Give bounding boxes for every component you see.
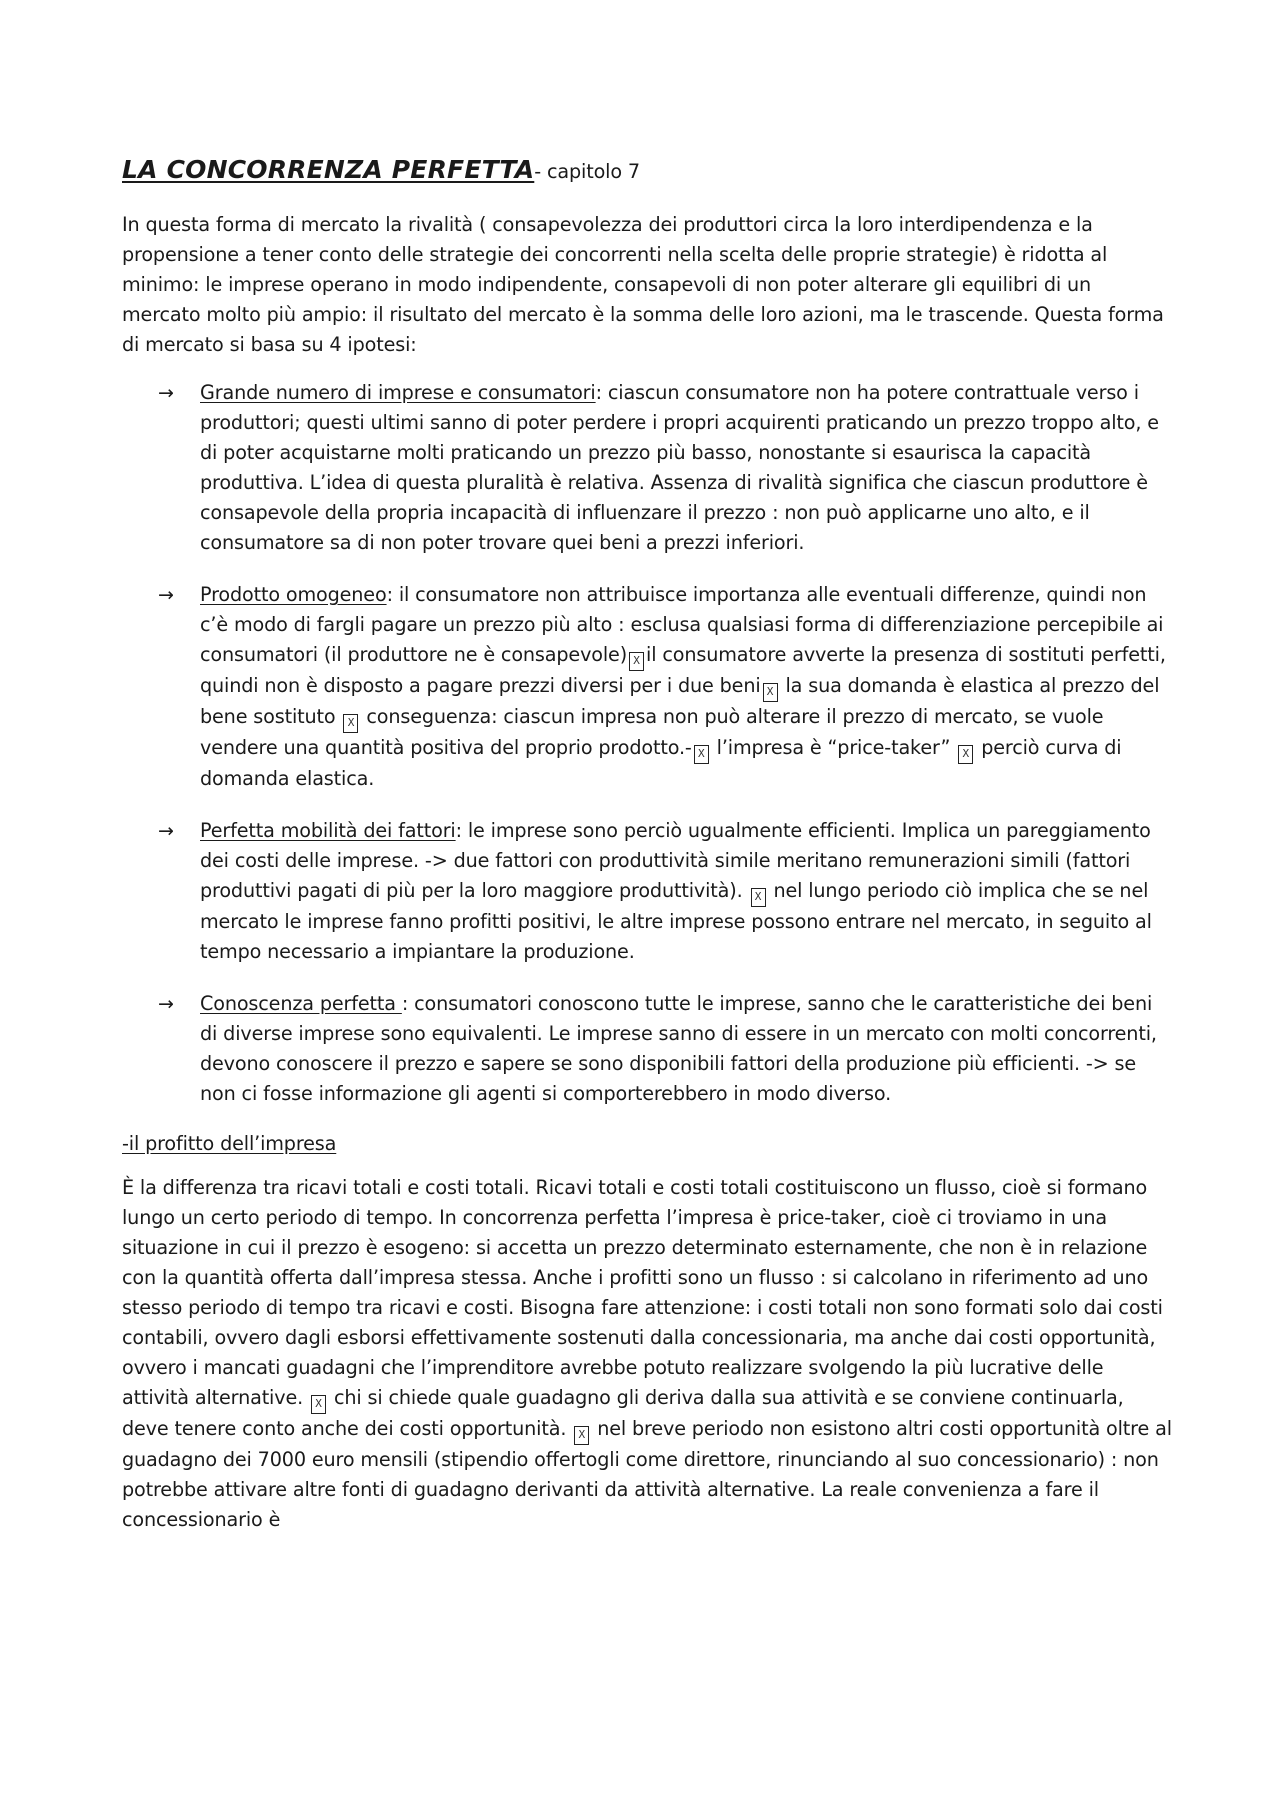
hypothesis-heading: Conoscenza perfetta [200, 992, 402, 1015]
hypothesis-text: : ciascun consumatore non ha potere contrattuale verso i produttori; questi ultimi sanno di poter perdere i propri acquirenti praticando un prezzo troppo alto, e di poter acquistarne molti praticando un prezzo più basso, nonostante si esaurisca la capacità produttiva. L’idea di questa pluralità è relativa. Assenza di rivalità significa che ciascun produttore è consapevole della propria incapacità di influenzare il prezzo : non può applicarne uno alto, e il consumatore sa di non poter trovare quei beni a prezzi inferiori. [200, 381, 1159, 554]
hypothesis-text: perciò curva di domanda elastica. [200, 736, 1122, 790]
arrow-bullet-icon: → [158, 584, 174, 606]
paragraph-text: chi si chiede quale guadagno gli deriva dalla sua attività e se conviene continuarla, deve tenere conto anche dei costi opportunità. [122, 1386, 1124, 1440]
hypothesis-text: conseguenza: ciascun impresa non può alterare il prezzo di mercato, se vuole vendere una quantità positiva del proprio prodotto.- [200, 705, 1104, 759]
arrow-bullet-icon: → [158, 820, 174, 842]
section-heading-text: -il profitto dell’impresa [122, 1132, 337, 1155]
hypothesis-text: : le imprese sono perciò ugualmente efficienti. Implica un pareggiamento dei costi delle imprese. -> due fattori con produttività simile meritano remunerazioni simili (fattori produttivi pagati di più per la loro maggiore produttività). [200, 819, 1151, 902]
intro-paragraph: In questa forma di mercato la rivalità ( consapevolezza dei produttori circa la loro interdipendenza e la propensione a tener conto delle strategie dei concorrenti nella scelta delle proprie strategie) è ridotta al minimo: le imprese operano in modo indipendente, consapevoli di non poter alterare gli equilibri di un mercato molto più ampio: il risultato del mercato è la somma delle loro azioni, ma le trascende. Questa forma di mercato si basa su 4 ipotesi: [122, 213, 1164, 356]
hypothesis-item [122, 580, 1172, 794]
document-page [122, 152, 1172, 1535]
chapter-label: - capitolo 7 [534, 160, 640, 183]
missing-glyph-icon: X [574, 1426, 589, 1445]
hypothesis-item [122, 378, 1172, 558]
hypothesis-text: : consumatori conoscono tutte le imprese, sanno che le caratteristiche dei beni di diverse imprese sono equivalenti. Le imprese sanno di essere in un mercato con molti concorrenti, devono conoscere il prezzo e sapere se sono disponibili fattori della produzione più efficienti. -> se non ci fosse informazione gli agenti si comporterebbero in modo diverso. [200, 992, 1157, 1105]
missing-glyph-icon: X [343, 714, 358, 733]
missing-glyph-icon: X [751, 888, 766, 907]
paragraph-text: È la differenza tra ricavi totali e costi totali. Ricavi totali e costi totali costituiscono un flusso, cioè si formano lungo un certo periodo di tempo. In concorrenza perfetta l’impresa è price-taker, cioè ci troviamo in una situazione in cui il prezzo è esogeno: si accetta un prezzo determinato esternamente, che non è in relazione con la quantità offerta dall’impresa stessa. Anche i profitti sono un flusso : si calcolano in riferimento ad uno stesso periodo di tempo tra ricavi e costi. Bisogna fare attenzione: i costi totali non sono formati solo dai costi contabili, ovvero dagli esborsi effettivamente sostenuti dalla concessionaria, ma anche dai costi opportunità, ovvero i mancati guadagni che l’imprenditore avrebbe potuto realizzare svolgendo la più lucrative delle attività alternative. [122, 1176, 1163, 1409]
missing-glyph-icon: X [958, 745, 973, 764]
hypothesis-text: l’impresa è “price-taker” [710, 736, 957, 759]
hypothesis-text: il consumatore avverte la presenza di sostituti perfetti, quindi non è disposto a pagare prezzi diversi per i due beni [200, 643, 1166, 697]
title-line [122, 152, 1172, 190]
missing-glyph-icon: X [694, 745, 709, 764]
profit-paragraph [122, 1173, 1172, 1535]
hypotheses-list [122, 378, 1172, 1109]
hypothesis-text: la sua domanda è elastica al prezzo del bene sostituto [200, 674, 1160, 728]
hypothesis-item [122, 989, 1172, 1109]
hypothesis-text: : il consumatore non attribuisce importanza alle eventuali differenze, quindi non c’è modo di fargli pagare un prezzo più alto : esclusa qualsiasi forma di differenziazione percepibile ai consumatori (il produttore ne è consapevole) [200, 583, 1164, 666]
hypothesis-heading: Grande numero di imprese e consumatori [200, 381, 596, 404]
hypothesis-item [122, 816, 1172, 967]
arrow-bullet-icon: → [158, 382, 174, 404]
missing-glyph-icon: X [763, 683, 778, 702]
hypothesis-text: nel lungo periodo ciò implica che se nel mercato le imprese fanno profitti positivi, le altre imprese possono entrare nel mercato, in seguito al tempo necessario a impiantare la produzione. [200, 879, 1152, 963]
arrow-bullet-icon: → [158, 993, 174, 1015]
missing-glyph-icon: X [629, 652, 644, 671]
missing-glyph-icon: X [311, 1395, 326, 1414]
section-heading [122, 1129, 1172, 1159]
paragraph-text: nel breve periodo non esistono altri costi opportunità oltre al guadagno dei 7000 euro mensili (stipendio offertogli come direttore, rinunciando al suo concessionario) : non potrebbe attivare altre fonti di guadagno derivanti da attività alternative. La reale convenienza a fare il concessionario è [122, 1417, 1172, 1531]
hypothesis-heading: Prodotto omogeneo [200, 583, 387, 606]
page-title: LA CONCORRENZA PERFETTA [122, 155, 535, 184]
hypothesis-heading: Perfetta mobilità dei fattori [200, 819, 456, 842]
